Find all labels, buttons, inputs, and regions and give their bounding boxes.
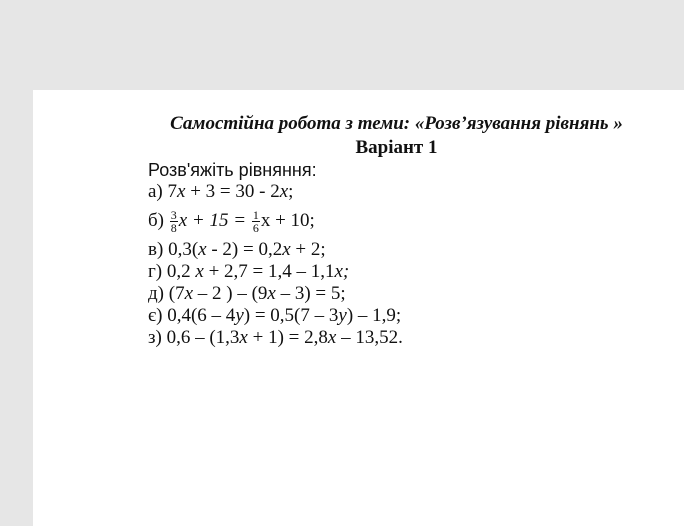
equation-v: в) 0,3(x - 2) = 0,2x + 2; <box>148 239 326 260</box>
document-title: Самостійна робота з теми: «Розв’язування рівнянь » <box>170 113 623 134</box>
equation-b: б) $\frac{3}{8}$ x + 15 = $\frac{1}{6}$ x + 10; <box>148 208 315 236</box>
fraction-one-sixth: $\frac{1}{6}$ <box>252 208 259 236</box>
equation-list <box>148 159 403 349</box>
equation-ye: є) 0,4(6 – 4y) = 0,5(7 – 3y) – 1,9; <box>148 305 402 326</box>
equation-z: з) 0,6 – (1,3x + 1) = 2,8x – 13,52. <box>148 327 403 348</box>
equation-b-middle: x + 15 = <box>178 210 251 231</box>
equation-d: д) (7x – 2 ) – (9x – 3) = 5; <box>148 283 346 304</box>
instruction-text: Розв'яжіть рівняння: <box>148 160 317 180</box>
equation-g: г) 0,2 x + 2,7 = 1,4 – 1,1x; <box>148 261 350 282</box>
variant-heading: Варіант 1 <box>355 137 438 158</box>
fraction-three-eighths: $\frac{3}{8}$ <box>170 208 177 236</box>
equation-a: а) 7x + 3 = 30 - 2x; <box>148 181 294 202</box>
